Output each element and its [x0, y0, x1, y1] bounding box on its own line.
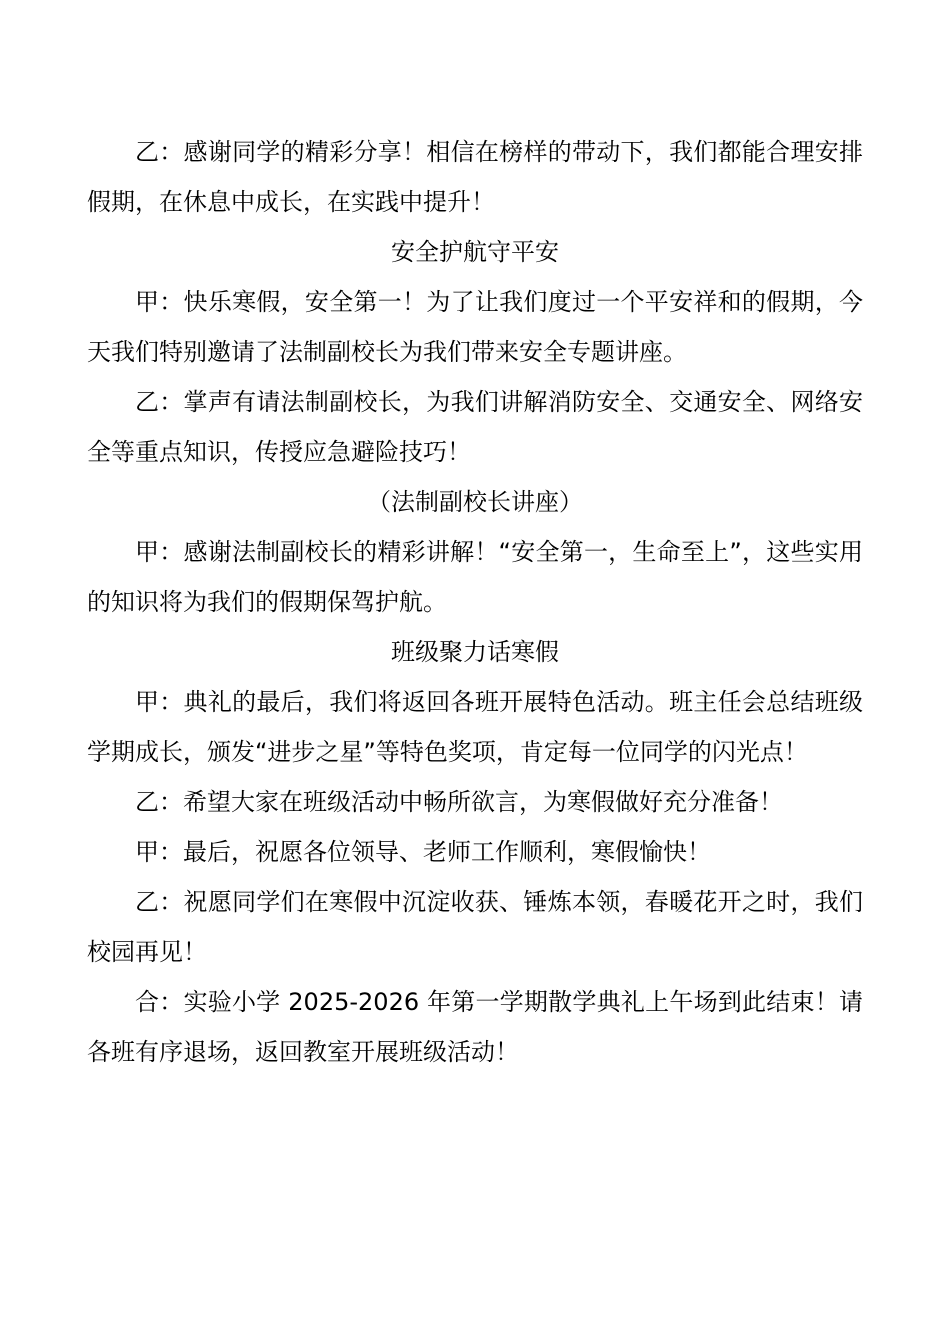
paragraph-wish-students: 乙：祝愿同学们在寒假中沉淀收获、锤炼本领，春暖花开之时，我们校园再见！: [87, 888, 863, 966]
paragraph-thanks-principal: 甲：感谢法制副校长的精彩讲解！“安全第一，生命至上”，这些实用的知识将为我们的假期保驾护航。: [87, 538, 863, 616]
paragraph-invite-principal: 乙：掌声有请法制副校长，为我们讲解消防安全、交通安全、网络安全等重点知识，传授应急避险技巧！: [87, 388, 863, 466]
paragraph-safety-intro: 甲：快乐寒假，安全第一！为了让我们度过一个平安祥和的假期，今天我们特别邀请了法制副校长为我们带来安全专题讲座。: [87, 288, 863, 366]
paragraph-class-activities: 甲：典礼的最后，我们将返回各班开展特色活动。班主任会总结班级学期成长，颁发“进步之星”等特色奖项，肯定每一位同学的闪光点！: [87, 688, 863, 766]
paragraph-wish-teachers: 甲：最后，祝愿各位领导、老师工作顺利，寒假愉快！: [135, 838, 711, 866]
paragraph-hope-speak: 乙：希望大家在班级活动中畅所欲言，为寒假做好充分准备！: [135, 788, 783, 816]
stage-note-lecture: （法制副校长讲座）: [367, 488, 583, 516]
paragraph-thanks-sharing: 乙：感谢同学的精彩分享！相信在榜样的带动下，我们都能合理安排假期，在休息中成长，在实践中提升！: [87, 138, 863, 216]
section-heading-class: 班级聚力话寒假: [391, 638, 559, 666]
document-page: [87, 127, 863, 1077]
section-heading-safety: 安全护航守平安: [391, 238, 559, 266]
paragraph-closing: 合：实验小学 2025-2026 年第一学期散学典礼上午场到此结束！请各班有序退场，返回教室开展班级活动！: [87, 988, 863, 1066]
